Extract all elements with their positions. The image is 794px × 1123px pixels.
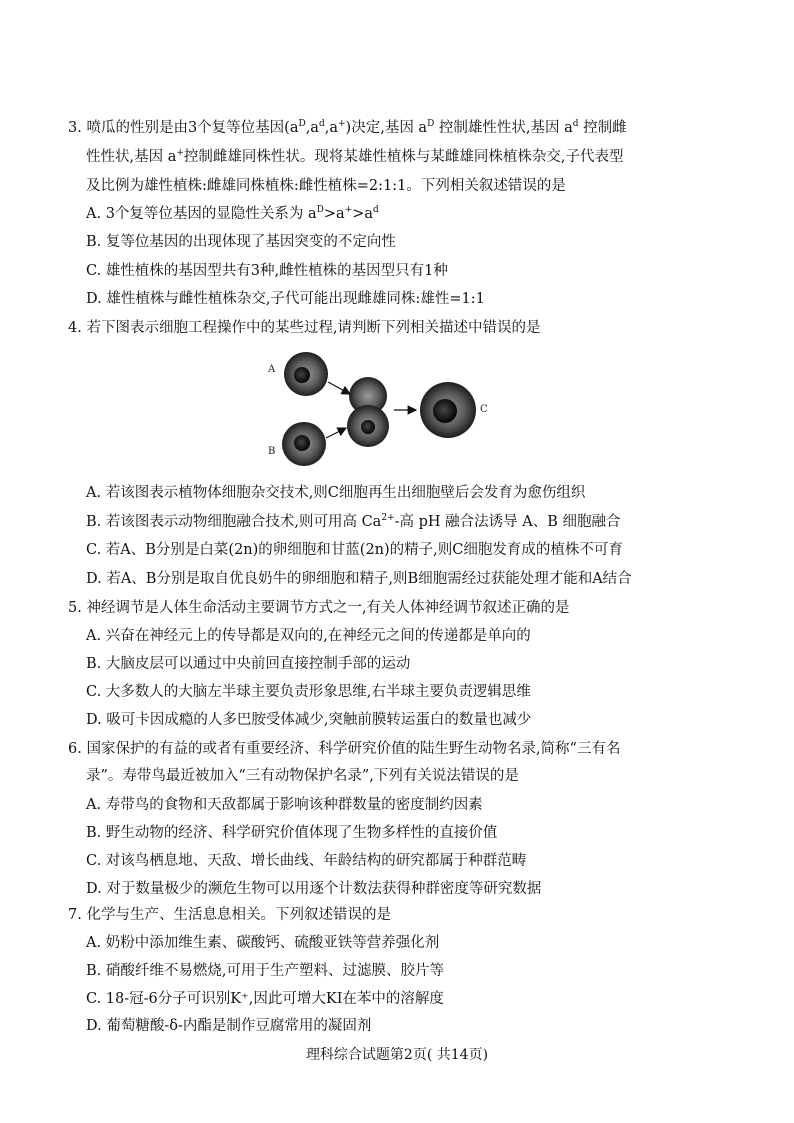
cell-fusion-figure (258, 348, 498, 468)
q5-option-a: A. 兴奋在神经元上的传导都是双向的,在神经元之间的传递都是单向的 (86, 628, 531, 644)
q7-option-b: B. 硝酸纤维不易燃烧,可用于生产塑料、过滤膜、胶片等 (86, 963, 444, 979)
q5-stem: 5. 神经调节是人体生命活动主要调节方式之一,有关人体神经调节叙述正确的是 (68, 600, 570, 616)
q4-option-c: C. 若A、B分别是白菜(2n)的卵细胞和甘蓝(2n)的精子,则C细胞发育成的植株不可育 (86, 542, 623, 558)
q6-stem-line2: 录”。寿带鸟最近被加入“三有动物保护名录”,下列有关说法错误的是 (86, 768, 519, 784)
figure-label-b: B (268, 446, 276, 457)
q6-option-a: A. 寿带鸟的食物和天敌都属于影响该种群数量的密度制约因素 (86, 797, 483, 813)
q3-stem-line2: 性性状,基因 a+控制雌雄同株性状。现将某雄性植株与某雌雄同株植株杂交,子代表型 (86, 148, 624, 165)
q3-option-c: C. 雄性植株的基因型共有3种,雌性植株的基因型只有1种 (86, 263, 448, 279)
q5-option-b: B. 大脑皮层可以通过中央前回直接控制手部的运动 (86, 656, 411, 672)
arrow-b-to-fusion (326, 428, 346, 438)
q4-stem: 4. 若下图表示细胞工程操作中的某些过程,请判断下列相关描述中错误的是 (68, 320, 541, 336)
q6-option-c: C. 对该鸟栖息地、天敌、增长曲线、年龄结构的研究都属于种群范畴 (86, 853, 527, 869)
q7-option-c: C. 18-冠-6分子可识别K⁺,因此可增大KI在苯中的溶解度 (86, 991, 444, 1007)
q3-stem-line1: 3. 喷瓜的性别是由3个复等位基因$(a^D,a^d,a^+)$决定,基因 $a^D$ 控制雄性性状,基因 $a^d$ 控制雌 (68, 119, 627, 136)
q5-option-c: C. 大多数人的大脑左半球主要负责形象思维,右半球主要负责逻辑思维 (86, 684, 531, 700)
figure-label-c: C (480, 404, 488, 415)
q3-option-a: A. 3个复等位基因的显隐性关系为 $a^D>a^+>a^d$ (86, 205, 379, 222)
cell-a (284, 352, 328, 396)
q7-option-d: D. 葡萄糖酸-δ-内酯是制作豆腐常用的凝固剂 (86, 1018, 372, 1034)
figure-label-a: A (268, 364, 276, 375)
q3-option-b: B. 复等位基因的出现体现了基因突变的不定向性 (86, 234, 396, 250)
cell-c (420, 382, 476, 438)
fusing-cells (347, 377, 389, 447)
arrow-a-to-fusion (328, 382, 350, 394)
q5-option-d: D. 吸可卡因成瘾的人多巴胺受体减少,突触前膜转运蛋白的数量也减少 (86, 712, 532, 728)
q7-stem: 7. 化学与生产、生活息息相关。下列叙述错误的是 (68, 907, 391, 923)
q6-option-d: D. 对于数量极少的濒危生物可以用逐个计数法获得种群密度等研究数据 (86, 881, 542, 897)
q6-stem-line1: 6. 国家保护的有益的或者有重要经济、科学研究价值的陆生野生动物名录,简称“三有名 (68, 741, 621, 757)
q6-option-b: B. 野生动物的经济、科学研究价值体现了生物多样性的直接价值 (86, 825, 498, 841)
q4-option-a: A. 若该图表示植物体细胞杂交技术,则C细胞再生出细胞壁后会发育为愈伤组织 (86, 485, 586, 501)
q7-option-a: A. 奶粉中添加维生素、碳酸钙、硫酸亚铁等营养强化剂 (86, 935, 440, 951)
q4-option-d: D. 若A、B分别是取自优良奶牛的卵细胞和精子,则B细胞需经过获能处理才能和A结合 (86, 571, 632, 587)
cell-b (282, 422, 326, 466)
q3-stem-line3: 及比例为雄性植株:雌雄同株植株:雌性植株=2:1:1。下列相关叙述错误的是 (86, 178, 566, 194)
cell-fusion-diagram (258, 348, 498, 468)
page-footer: 理科综合试题第2页( 共14页) (305, 1047, 489, 1063)
q3-option-d: D. 雄性植株与雌性植株杂交,子代可能出现雌雄同株:雄性=1:1 (86, 291, 485, 307)
q4-option-b: B. 若该图表示动物细胞融合技术,则可用高 $Ca^{2+}-$高 pH 融合法诱导 A、B 细胞融合 (86, 513, 621, 530)
